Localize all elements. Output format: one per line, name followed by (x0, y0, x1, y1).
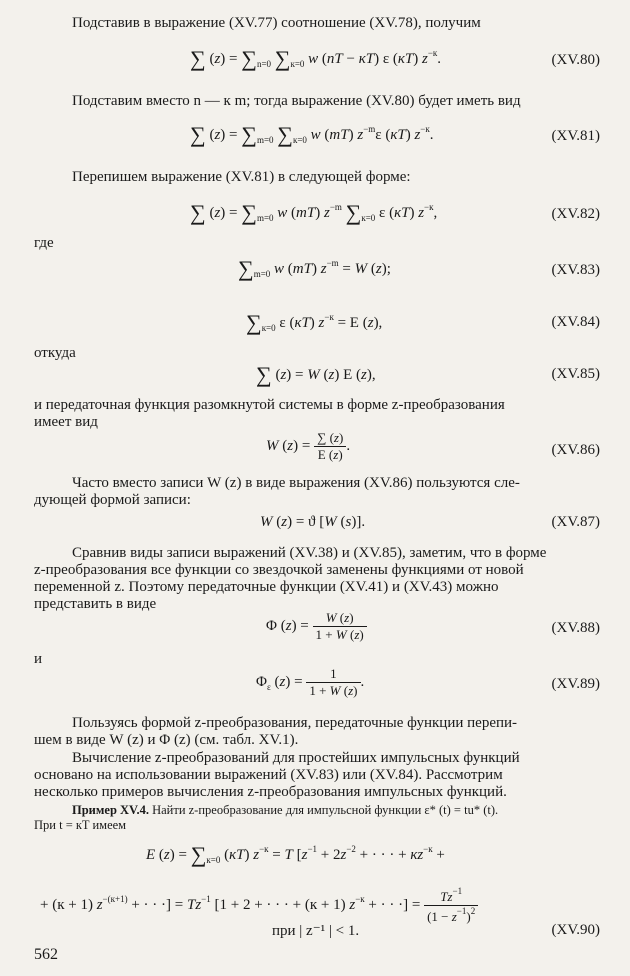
condition: при | z⁻¹ | < 1. (272, 923, 360, 939)
equation-85: ∑ (z) = W (z) E (z), (256, 362, 376, 387)
paragraph-8b: основано на использовании выражений (XV.83) или (XV.84). Рассмотрим (34, 767, 503, 783)
equation-number: (XV.84) (551, 314, 600, 330)
equation-88: Φ (z) = $\frac{W (z)}{1 + W (z)}$ (266, 610, 367, 643)
equation-81: ∑ $(z) = \sum_{m=0}$ $\sum_{к=0}$ w (mT) $z^{-m}\varepsilon$ (кT) $z^{-к}$. (190, 122, 434, 147)
paragraph-2: Подставим вместо n — к m; тогда выражение (XV.80) будет иметь вид (72, 93, 521, 109)
equation-87: W (z) = ϑ [W (s)]. (260, 514, 366, 530)
paragraph-5a: Часто вместо записи W (z) в виде выражения (XV.86) пользуются сле- (72, 475, 520, 491)
equation-number: (XV.87) (551, 514, 600, 530)
equation-number: (XV.83) (551, 262, 600, 278)
paragraph-6c: переменной z. Поэтому передаточные функции (XV.41) и (XV.43) можно (34, 579, 499, 595)
example-heading (72, 803, 498, 818)
example-text: Найти z-преобразование для импульсной функции ε* (t) = tu* (t). (152, 803, 499, 817)
page-number: 562 (34, 946, 58, 963)
paragraph-1: Подставив в выражение (XV.77) соотношение (XV.78), получим (72, 15, 481, 31)
paragraph-4b: имеет вид (34, 414, 98, 430)
text-where: где (34, 235, 54, 251)
text-and: и (34, 651, 43, 667)
equation-number: (XV.86) (551, 442, 600, 458)
paragraph-8a: Вычисление z-преобразований для простейших импульсных функций (72, 750, 520, 766)
equation-number: (XV.82) (551, 206, 600, 222)
paragraph-7b: шем в виде W (z) и Φ (z) (см. табл. XV.1). (34, 732, 299, 748)
paragraph-3: Перепишем выражение (XV.81) в следующей форме: (72, 169, 411, 185)
equation-82: ∑ $(z) = \sum_{m=0}$ w (mT) $z^{-m}$ $\sum_{к=0}$ ε (кT) $z^{-к}$, (190, 200, 438, 225)
paragraph-6b: z-преобразования все функции со звездочкой заменены функциями от новой (34, 562, 524, 578)
equation-90-line-2: + (к + 1) $z^{-(к+1)}$ + · · ·] = $Tz^{-1}$ [1 + 2 + · · · + (к + 1) $z^{-к}$ + · · ·] = $\frac{Tz^{-1}}{(1 - z^{-1})^2}$ (40, 886, 478, 925)
equation-number: (XV.89) (551, 676, 600, 692)
equation-89: $\Phi_\varepsilon$ (z) = $\frac{1}{1 + W (z)}$ . (256, 666, 365, 698)
paragraph-8c: несколько примеров вычисления z-преобразования импульсных функций. (34, 784, 507, 800)
equation-84: $\sum_{к=0}$ ε (кT) $z^{-к} = E$ (z), (246, 310, 383, 335)
example-text-2: При t = кT имеем (34, 818, 127, 832)
equation-80: ∑ $(z) = \sum_{n=0}$ $\sum_{к=0}$ w (nT − кT) ε (кT) $z^{-к}$. (190, 46, 442, 71)
equation-90-line-1: E $(z) = \sum_{к=0}$ (кT) $z^{-к} = T$ [$z^{-1} + 2z^{-2}$ + · · · + $кz^{-к}$ + (146, 842, 445, 867)
equation-number: (XV.88) (551, 620, 600, 636)
equation-number: (XV.81) (551, 128, 600, 144)
example-label: Пример XV.4. (72, 803, 149, 817)
paragraph-7a: Пользуясь формой z-преобразования, передаточные функции перепи- (72, 715, 518, 731)
paragraph-4a: и передаточная функция разомкнутой системы в форме z-преобразования (34, 397, 505, 413)
equation-number: (XV.85) (551, 366, 600, 382)
equation-86: W (z) = $\frac{\sum (z)}{E (z)}$ . (266, 430, 351, 462)
text-whence: откуда (34, 345, 76, 361)
paragraph-6d: представить в виде (34, 596, 157, 612)
equation-number: (XV.80) (551, 52, 600, 68)
paragraph-5b: дующей формой записи: (34, 492, 191, 508)
equation-number: (XV.90) (551, 922, 600, 938)
paragraph-6a: Сравнив виды записи выражений (XV.38) и (XV.85), заметим, что в форме (72, 545, 547, 561)
equation-83: $\sum_{m=0}$ w (mT) $z^{-m} = W$ (z); (238, 256, 391, 281)
